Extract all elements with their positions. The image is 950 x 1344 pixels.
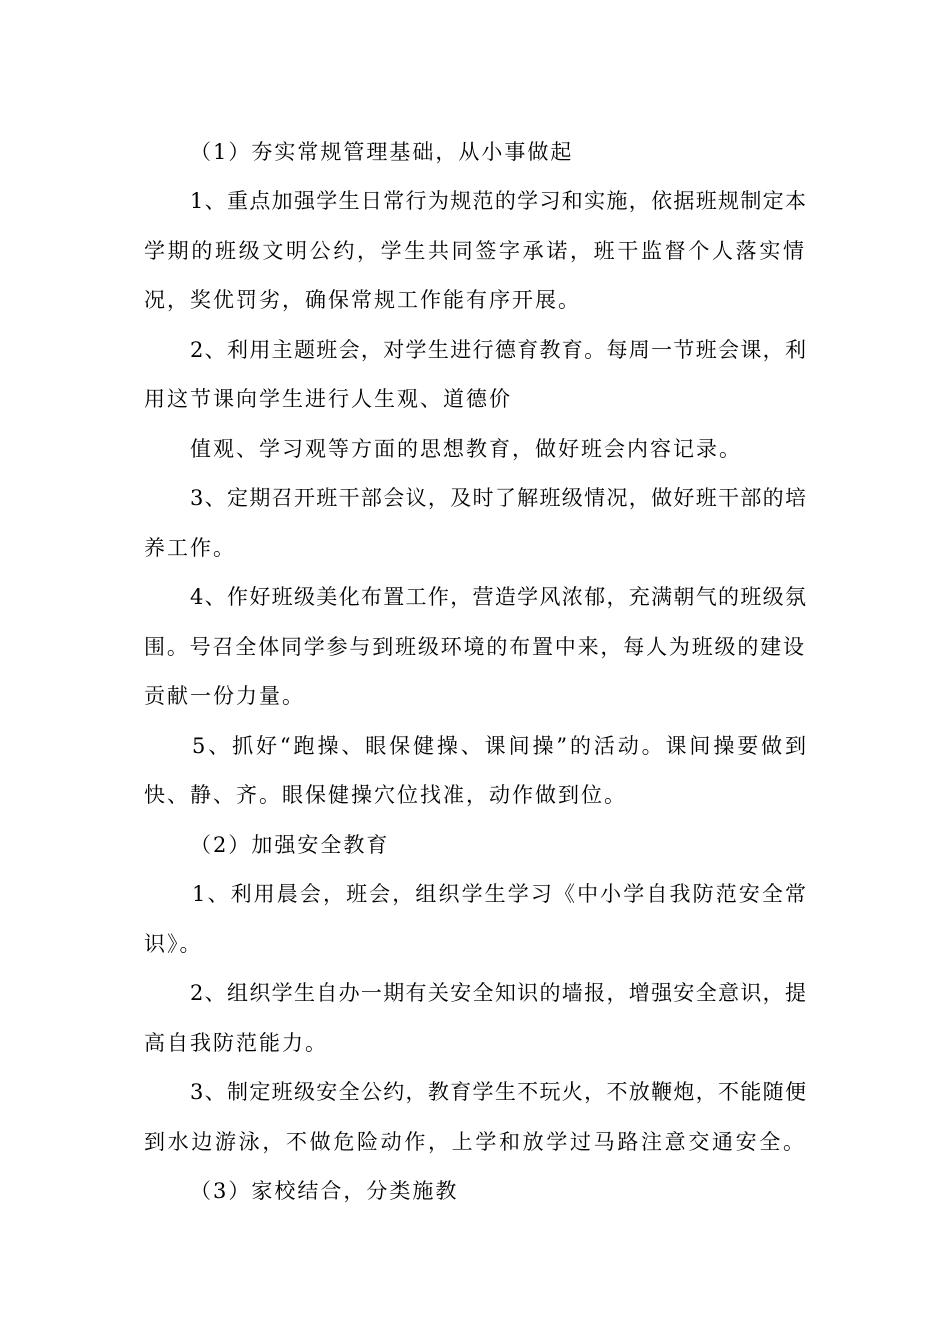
paragraph-line: 贡献一份力量。: [144, 684, 305, 708]
paragraph-line: 3、制定班级安全公约，教育学生不玩火，不放鞭炮，不能随便: [190, 1080, 806, 1104]
paragraph-line: 学期的班级文明公约，学生共同签字承诺，班干监督个人落实情: [144, 239, 804, 263]
paragraph-line: 4、作好班级美化布置工作，营造学风浓郁，充满朝气的班级氛: [190, 585, 806, 609]
paragraph-line: 快、静、齐。眼保健操穴位找准，动作做到位。: [144, 783, 627, 807]
paragraph-line: 养工作。: [144, 536, 236, 560]
paragraph-line: 高自我防范能力。: [144, 1031, 328, 1055]
paragraph-line: 识》。: [144, 932, 203, 956]
paragraph-line: 2、利用主题班会，对学生进行德育教育。每周一节班会课，利: [190, 338, 806, 362]
paragraph-line: 用这节课向学生进行人生观、道德价: [144, 387, 512, 411]
paragraph-line: 到水边游泳，不做危险动作，上学和放学过马路注意交通安全。: [144, 1130, 804, 1154]
section-heading-1: （1）夯实常规管理基础，从小事做起: [190, 140, 574, 164]
section-heading-2: （2）加强安全教育: [190, 833, 390, 857]
paragraph-line: 3、定期召开班干部会议，及时了解班级情况，做好班干部的培: [190, 486, 806, 510]
paragraph-line: 1、重点加强学生日常行为规范的学习和实施，依据班规制定本: [190, 189, 806, 213]
paragraph-line: 5、抓好“跑操、眼保健操、课间操”的活动。课间操要做到: [192, 734, 806, 758]
section-heading-3: （3）家校结合，分类施教: [190, 1179, 459, 1203]
paragraph-line: 值观、学习观等方面的思想教育，做好班会内容记录。: [190, 437, 742, 461]
paragraph-line: 况，奖优罚劣，确保常规工作能有序开展。: [144, 288, 581, 312]
paragraph-line: 1、利用晨会，班会，组织学生学习《中小学自我防范安全常: [192, 882, 806, 906]
paragraph-line: 2、组织学生自办一期有关安全知识的墙报，增强安全意识，提: [190, 981, 806, 1005]
paragraph-line: 围。号召全体同学参与到班级环境的布置中来，每人为班级的建设: [144, 635, 804, 659]
